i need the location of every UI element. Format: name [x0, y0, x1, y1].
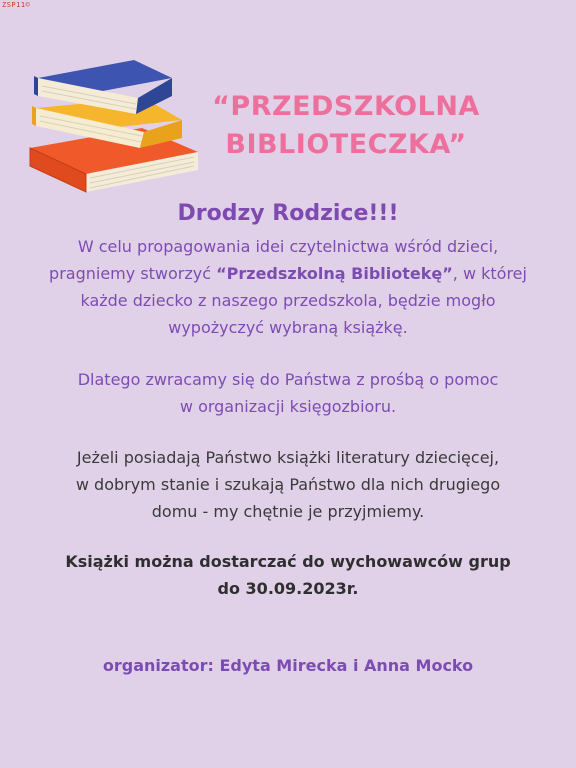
- p1-line-3: każde dziecko z naszego przedszkola, będzie mogło: [80, 291, 496, 310]
- p3-line-3: domu - my chętnie je przyjmiemy.: [151, 502, 425, 521]
- p1-line-2: [20, 260, 556, 287]
- paragraph-books-offer: [20, 444, 556, 525]
- p1-line-4: wypożyczyć wybraną książkę.: [168, 318, 408, 337]
- p1-line-2-c: , w której: [452, 264, 527, 283]
- p1-line-2-a: pragniemy stworzyć: [49, 264, 217, 283]
- paragraph-deadline: [20, 548, 556, 602]
- p3-line-1: Jeżeli posiadają Państwo książki literatury dziecięcej,: [76, 448, 500, 467]
- p2-line-1: Dlatego zwracamy się do Państwa z prośbą o pomoc: [77, 370, 499, 389]
- organizer-line: organizator: Edyta Mirecka i Anna Mocko: [102, 656, 474, 675]
- stacked-books-icon: [22, 56, 202, 198]
- greeting-heading: Drodzy Rodzice!!!: [177, 201, 399, 226]
- p4-line-1: Książki można dostarczać do wychowawców grup: [65, 552, 511, 571]
- blue-book: [34, 60, 172, 114]
- title-line-2: BIBLIOTECZKA”: [225, 129, 467, 160]
- paragraph-request: [20, 366, 556, 420]
- p1-line-1: W celu propagowania idei czytelnictwa wśród dzieci,: [77, 237, 499, 256]
- title-line-1: “PRZEDSZKOLNA: [212, 91, 480, 122]
- paragraph-intro: [20, 233, 556, 341]
- corner-mark: ZSP11©: [2, 1, 31, 9]
- p3-line-2: w dobrym stanie i szukają Państwo dla nich drugiego: [75, 475, 501, 494]
- page-title: [196, 88, 496, 164]
- p1-line-2-bold: “Przedszkolną Bibliotekę”: [216, 264, 453, 283]
- p4-line-2: do 30.09.2023r.: [217, 579, 359, 598]
- p2-line-2: w organizacji księgozbioru.: [179, 397, 397, 416]
